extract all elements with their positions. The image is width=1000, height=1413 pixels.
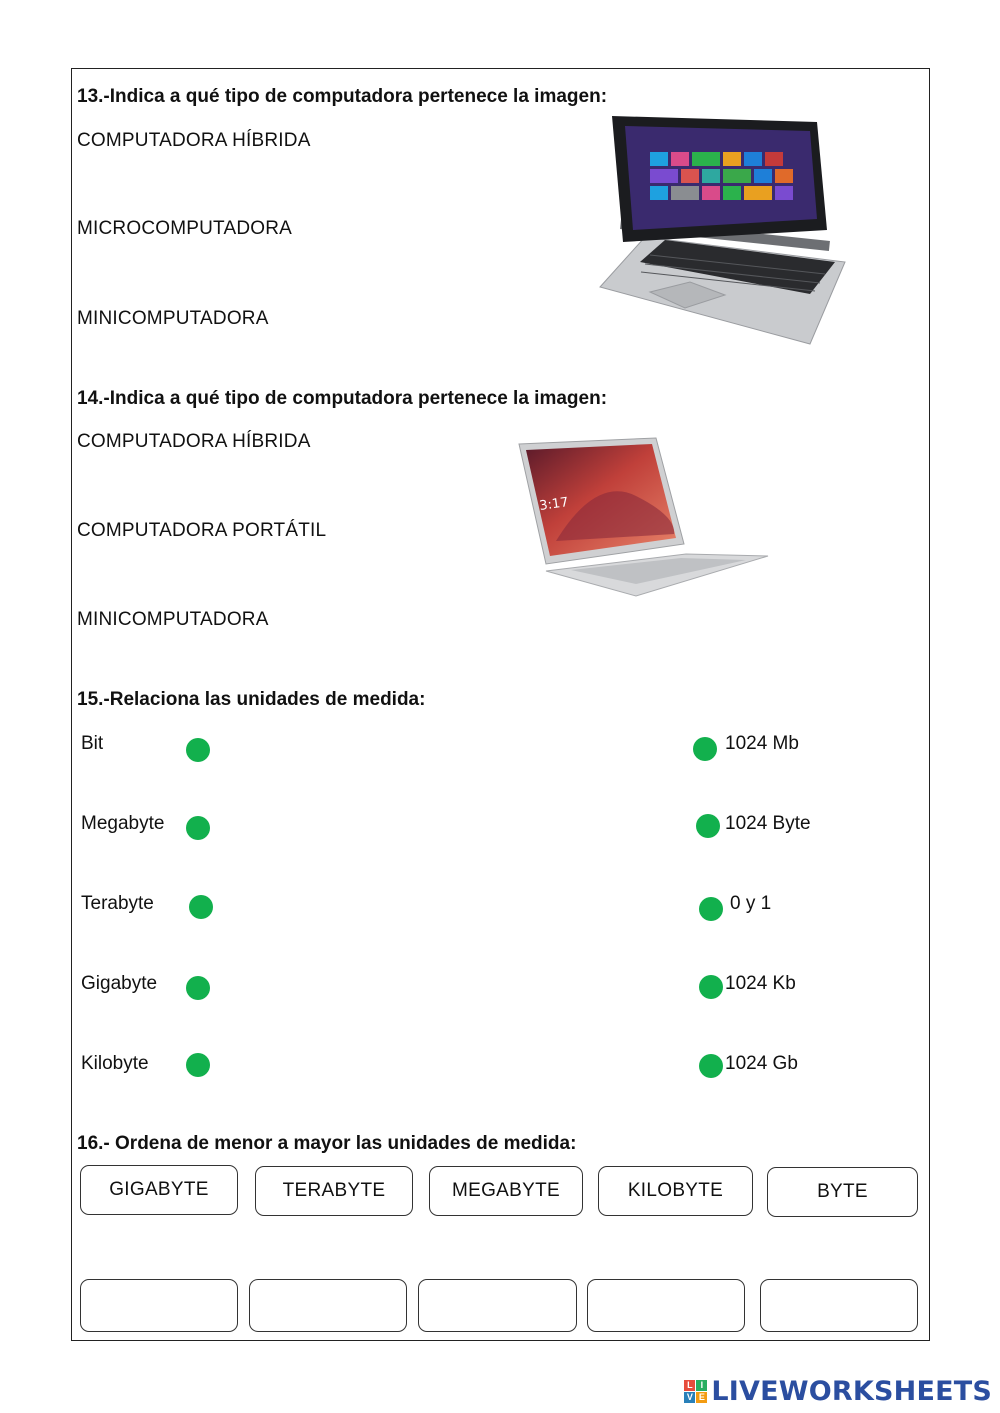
q15-left-dot-gigabyte[interactable] [186,976,210,1000]
q15-left-label-megabyte: Megabyte [81,813,165,834]
q15-left-label-kilobyte: Kilobyte [81,1053,149,1074]
q16-answer-slot-2[interactable] [249,1279,407,1332]
q16-word-terabyte[interactable]: TERABYTE [255,1166,413,1216]
q15-right-label-0y1: 0 y 1 [730,893,772,914]
q14-title: 14.-Indica a qué tipo de computadora pertenece la imagen: [77,388,608,409]
logo-icon-letter-e: E [696,1392,707,1403]
liveworksheets-logo-text: LIVEWORKSHEETS [711,1376,992,1407]
q15-right-dot-1024byte[interactable] [696,814,720,838]
laptop-icon [516,436,771,601]
laptop-screen-time: 3:17 [538,495,570,514]
q15-right-dot-1024kb[interactable] [699,975,723,999]
logo-icon-letter-v: V [684,1392,695,1403]
q16-answer-slot-1[interactable] [80,1279,238,1332]
q15-left-label-bit: Bit [81,733,104,754]
q15-right-label-1024mb: 1024 Mb [725,733,799,754]
q13-title: 13.-Indica a qué tipo de computadora pertenece la imagen: [77,86,608,107]
hybrid-laptop-tablet-icon [595,112,850,347]
q16-answer-slot-5[interactable] [760,1279,918,1332]
q15-right-label-1024byte: 1024 Byte [725,813,811,834]
q16-word-byte[interactable]: BYTE [767,1167,918,1217]
q15-right-dot-1024mb[interactable] [693,737,717,761]
q16-title: 16.- Ordena de menor a mayor las unidades de medida: [77,1133,577,1154]
q15-left-dot-bit[interactable] [186,738,210,762]
q14-option-mini[interactable]: MINICOMPUTADORA [77,609,269,630]
liveworksheets-grid-icon [684,1380,707,1403]
q16-answer-slot-3[interactable] [418,1279,577,1332]
q15-right-dot-1024gb[interactable] [699,1054,723,1078]
liveworksheets-logo[interactable] [684,1376,992,1407]
logo-icon-letter-l: L [684,1380,695,1391]
q15-right-label-1024kb: 1024 Kb [725,973,796,994]
q15-left-dot-megabyte[interactable] [186,816,210,840]
q15-left-dot-kilobyte[interactable] [186,1053,210,1077]
q13-option-micro[interactable]: MICROCOMPUTADORA [77,218,293,239]
q13-option-hibrida[interactable]: COMPUTADORA HÍBRIDA [77,130,311,151]
logo-icon-letter-i: I [696,1380,707,1391]
q15-title: 15.-Relaciona las unidades de medida: [77,689,426,710]
q15-right-label-1024gb: 1024 Gb [725,1053,798,1074]
q15-left-label-gigabyte: Gigabyte [81,973,158,994]
q14-option-hibrida[interactable]: COMPUTADORA HÍBRIDA [77,431,311,452]
q14-option-portatil[interactable]: COMPUTADORA PORTÁTIL [77,520,327,541]
q16-word-megabyte[interactable]: MEGABYTE [429,1166,583,1216]
q16-word-kilobyte[interactable]: KILOBYTE [598,1166,753,1216]
q15-right-dot-0y1[interactable] [699,897,723,921]
q13-option-mini[interactable]: MINICOMPUTADORA [77,308,269,329]
q15-left-label-terabyte: Terabyte [81,893,154,914]
q16-word-gigabyte[interactable]: GIGABYTE [80,1165,238,1215]
q15-left-dot-terabyte[interactable] [189,895,213,919]
q16-answer-slot-4[interactable] [587,1279,745,1332]
